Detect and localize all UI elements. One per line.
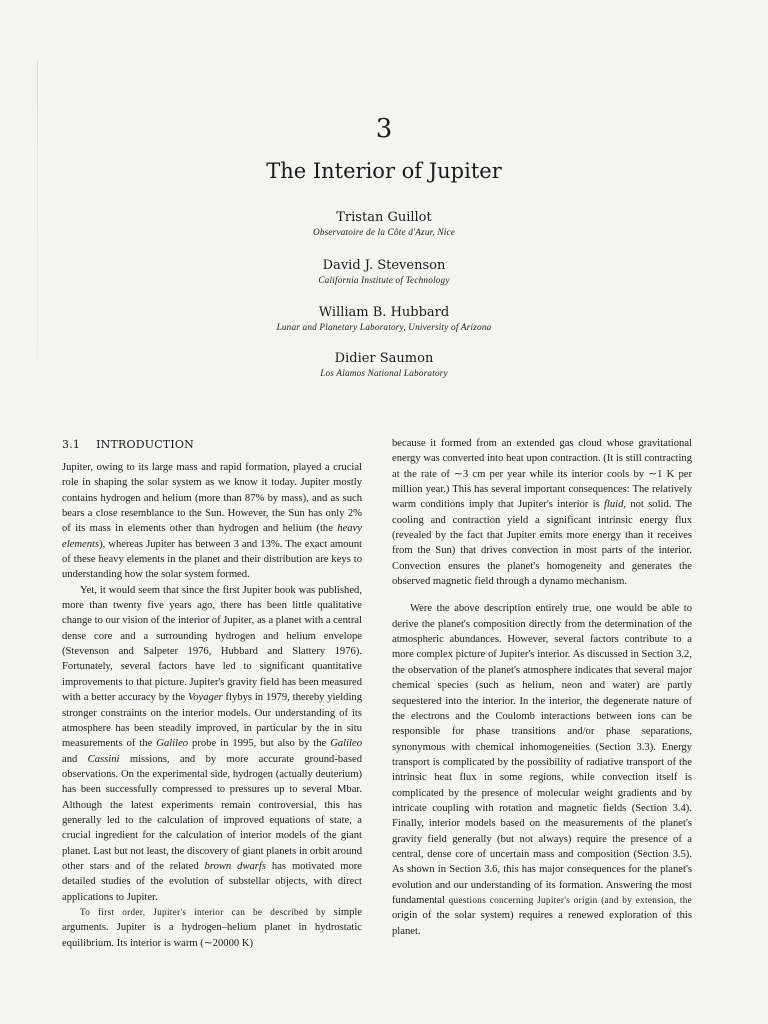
author-affiliation: Lunar and Planetary Laboratory, University of Arizona (276, 322, 492, 332)
author-block-3 (0, 304, 768, 334)
author-affiliation: Observatoire de la Côte d'Azur, Nice (312, 227, 456, 237)
chapter-title: The Interior of Jupiter (266, 159, 502, 183)
paragraph: To first order, Jupiter's interior can be described by simple arguments. Jupiter is a hydrogen–helium planet in hydrostatic equilibrium. Its interior is warm (∼20000 K) (62, 906, 363, 949)
right-column (392, 436, 692, 939)
paragraph: Were the above description entirely true, one would be able to derive the planet's composition directly from the determination of the atmospheric abundances. However, several factors contribute to a more complex picture of Jupiter's interior. As discussed in Section 3.2, the observation of the planet's atmosphere indicates that several major chemical species (such as helium, neon and water) are partly sequestered into the interior. In the interior, the degenerate nature of the electrons and the Coulomb interactions between ions can be responsible for phase transitions and/or phase separations, synonymous with chemical inhomogeneities (Section 3.3). Energy transport is complicated by the possibility of radiative transport of the intrinsic heat flux in some regions, while convection itself is complicated by the presence of molecular weight gradients and by intricate coupling with rotation and magnetic fields (Section 3.4). Finally, interior models based on the measurements of the planet's gravity field generally (but not always) require the presence of a central, dense core of uncertain mass and composition (Section 3.5). As shown in Section 3.6, this has major consequences for the planet's evolution and our understanding of its formation. Answering the most fundamental questions concerning Jupiter's origin (and by extension, the origin of the solar system) requires a renewed exploration of this planet. (392, 603, 692, 937)
paragraph: Yet, it would seem that since the first Jupiter book was published, more than twenty five years ago, there has been little qualitative change to our vision of the interior of Jupiter, as a planet with a central dense core and a surrounding hydrogen and helium envelope (Stevenson and Salpeter 1976, Hubbard and Slattery 1976). Fortunately, several factors have led to significant quantitative improvements to that picture. Jupiter's gravity field has been measured with a better accuracy by the Voyager flybys in 1979, thereby yielding stronger constraints on the interior models. Our understanding of its atmosphere has been steadily improved, in particular by the in situ measurements of the Galileo probe in 1995, but also by the Galileo and Cassini missions, and by more accurate ground-based observations. On the experimental side, hydrogen (actually deuterium) has been successfully compressed to pressures up to several Mbar. Although the latest experiments remain controversial, this has generally led to the calculation of improved equations of state, a crucial ingredient for the calculation of interior models of the giant planet. Last but not least, the discovery of giant planets in orbit around other stars and of the related brown dwarfs has motivated more detailed studies of the evolution of substellar objects, with direct applications to Jupiter. (62, 584, 362, 903)
author-name: William B. Hubbard (318, 305, 450, 320)
paragraph: Jupiter, owing to its large mass and rapid formation, played a crucial role in shaping the solar system as we know it today. Jupiter mostly contains hydrogen and helium (more than 87% by mass), and as such bears a close resemblance to the Sun. However, the Sun has only 2% of its mass in elements other than hydrogen and helium (the heavy elements), whereas Jupiter has between 3 and 13%. The exact amount of these heavy elements in the planet and their distribution are keys to understanding how the solar system formed. (62, 462, 362, 581)
section-heading (62, 438, 194, 452)
author-affiliation: Los Alamos National Laboratory (320, 368, 448, 378)
author-block-2 (0, 257, 768, 287)
section-title: INTRODUCTION (96, 438, 194, 451)
author-block-4 (0, 350, 768, 380)
author-name: Tristan Guillot (336, 210, 432, 225)
author-affiliation: California Institute of Technology (318, 275, 450, 285)
chapter-number: 3 (375, 114, 393, 144)
author-block-1 (0, 209, 768, 239)
author-name: Didier Saumon (334, 351, 434, 366)
left-column (62, 460, 362, 951)
section-number: 3.1 (62, 438, 81, 451)
paragraph: because it formed from an extended gas cloud whose gravitational energy was converted into heat upon contraction. (It is still contracting at the rate of ∼3 cm per year while its interior cools by ∼1 K per million year.) This has several important consequences: The relatively warm conditions imply that Jupiter's interior is fluid, not solid. The cooling and contraction yield a significant intrinsic energy flux (revealed by the fact that Jupiter emits more energy than it receives from the Sun) that drives convection in most parts of the interior. Convection ensures the planet's homogeneity and generates the observed magnetic field through a dynamo mechanism. (392, 438, 692, 588)
author-name: David J. Stevenson (322, 258, 446, 273)
